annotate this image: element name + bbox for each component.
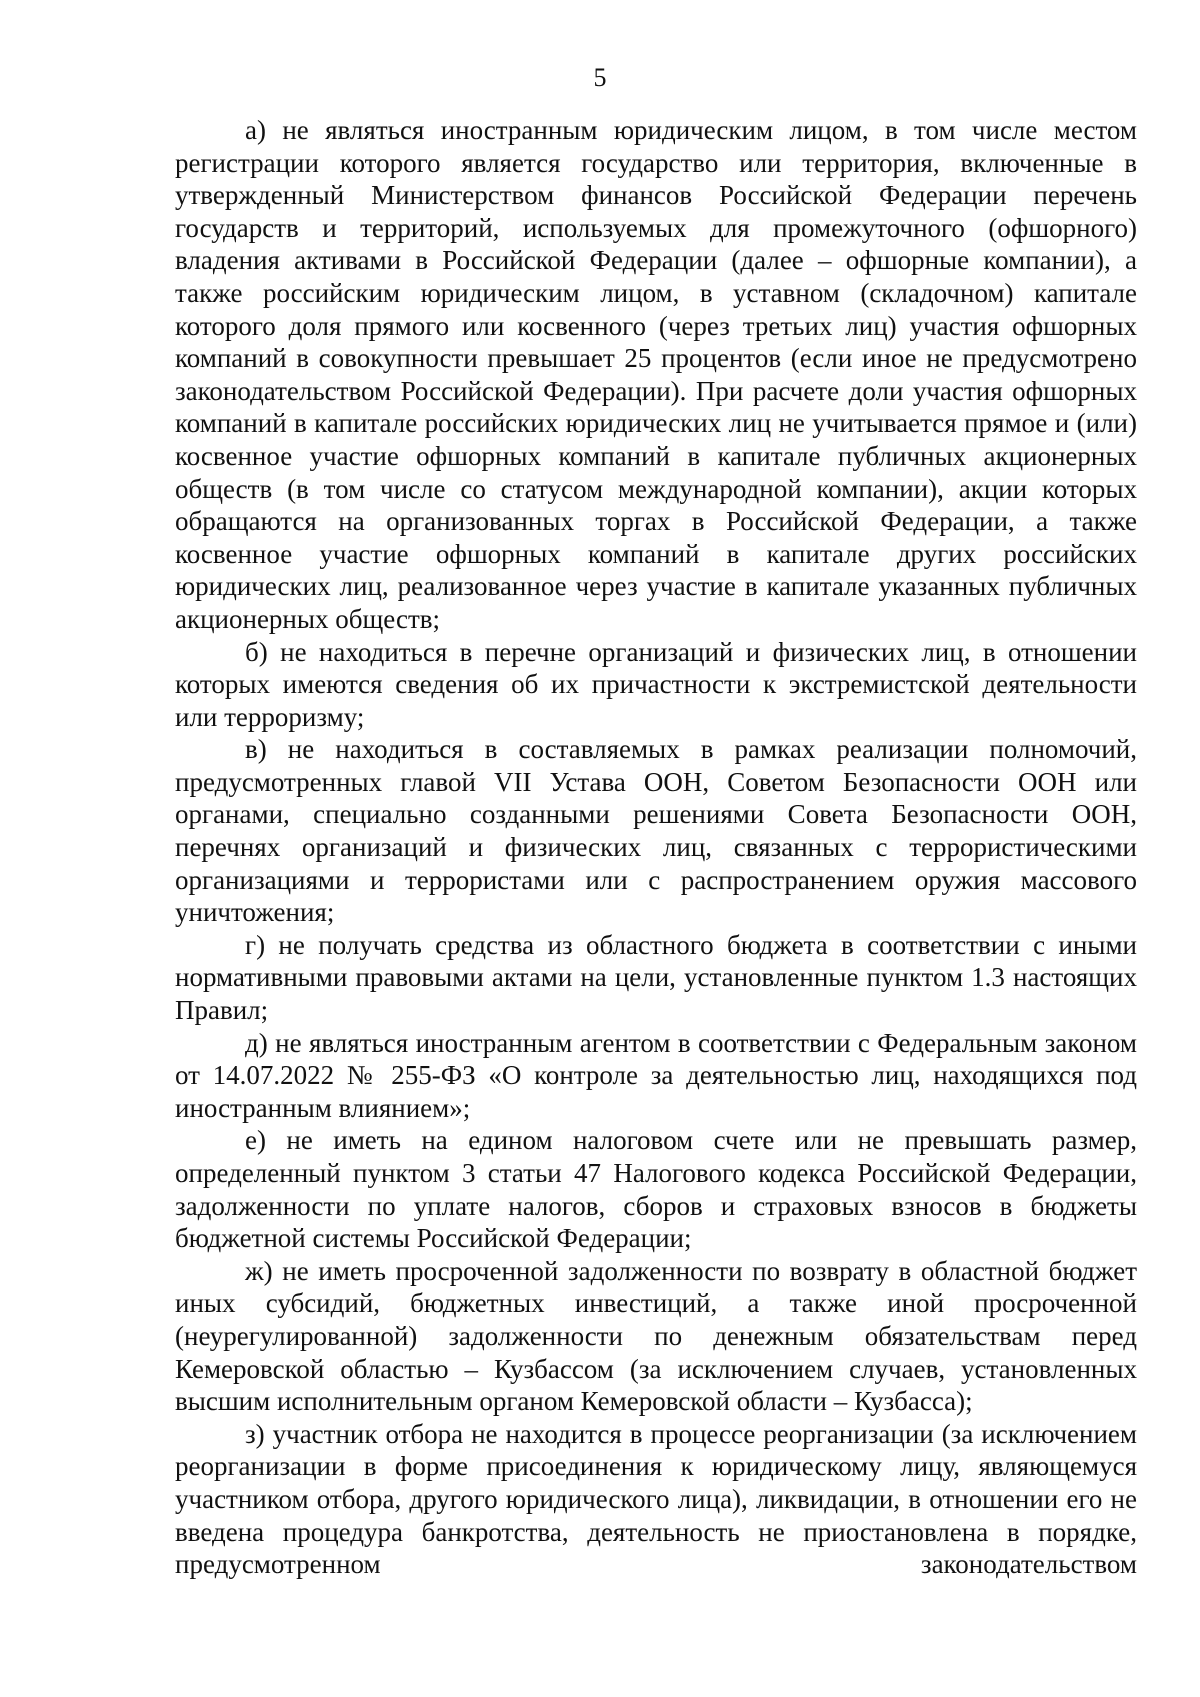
- paragraph-b: б) не находиться в перечне организаций и физических лиц, в отношении которых имеются сведения об их причастности к экстремистской деятельности или терроризму;: [175, 636, 1137, 732]
- paragraph-a: а) не являться иностранным юридическим лицом, в том числе местом регистрации которого является государство или территория, включенные в утвержденный Министерством финансов Российской Федерации перечень государств и территорий, используемых для промежуточного (офшорного) владения активами в Российской Федерации (далее – офшорные компании), а также российским юридическим лицом, в уставном (складочном) капитале которого доля прямого или косвенного (через третьих лиц) участия офшорных компаний в совокупности превышает 25 процентов (если иное не предусмотрено законодательством Российской Федерации). При расчете доли участия офшорных компаний в капитале российских юридических лиц не учитывается прямое и (или) косвенное участие офшорных компаний в капитале публичных акционерных обществ (в том числе со статусом международной компании), акции которых обращаются на организованных торгах в Российской Федерации, а также косвенное участие офшорных компаний в капитале других российских юридических лиц, реализованное через участие в капитале указанных публичных акционерных обществ;: [175, 115, 1137, 634]
- document-body: [175, 114, 1137, 1581]
- paragraph-zh: ж) не иметь просроченной задолженности по возврату в областной бюджет иных субсидий, бюджетных инвестиций, а также иной просроченной (неурегулированной) задолженности по денежным обязательствам перед Кемеровской областью – Кузбассом (за исключением случаев, установленных высшим исполнительным органом Кемеровской области – Кузбасса);: [175, 1255, 1137, 1417]
- paragraph-g: г) не получать средства из областного бюджета в соответствии с иными нормативными правовыми актами на цели, установленные пунктом 1.3 настоящих Правил;: [175, 929, 1137, 1026]
- paragraph-z: з) участник отбора не находится в процессе реорганизации (за исключением реорганизации в форме присоединения к юридическому лицу, являющемуся участником отбора, другого юридического лица), ликвидации, в отношении его не введена процедура банкротства, деятельность не приостановлена в порядке, предусмотренном законодательством: [175, 1418, 1137, 1580]
- paragraph-v: в) не находиться в составляемых в рамках реализации полномочий, предусмотренных главой VII Устава ООН, Советом Безопасности ООН или органами, специально созданными решениями Совета Безопасности ООН, перечнях организаций и физических лиц, связанных с террористическими организациями и террористами или с распространением оружия массового уничтожения;: [175, 734, 1137, 928]
- page-number: 5: [593, 63, 607, 92]
- paragraph-e: е) не иметь на едином налоговом счете или не превышать размер, определенный пунктом 3 статьи 47 Налогового кодекса Российской Федерации, задолженности по уплате налогов, сборов и страховых взносов в бюджеты бюджетной системы Российской Федерации;: [175, 1125, 1137, 1254]
- paragraph-d: д) не являться иностранным агентом в соответствии с Федеральным законом от 14.07.2022 № 255-ФЗ «О контроле за деятельностью лиц, находящихся под иностранным влиянием»;: [175, 1027, 1137, 1123]
